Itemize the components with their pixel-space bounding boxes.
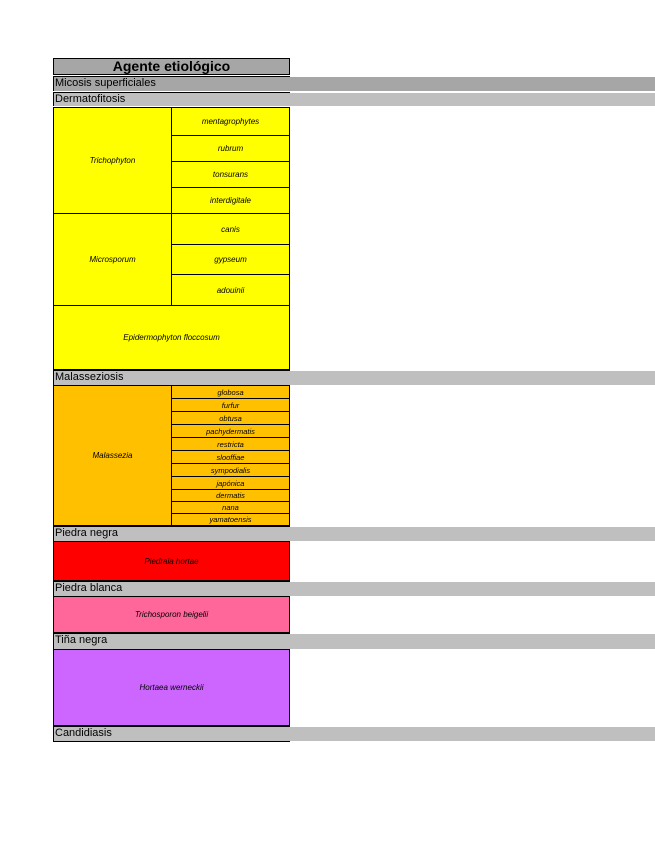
species-globosa: globosa xyxy=(171,385,290,399)
row-band-micosis xyxy=(290,77,655,91)
species-piedraia-hortae: Piedraia hortae xyxy=(53,541,290,581)
species-obtusa: obtusa xyxy=(171,411,290,425)
row-band-candidiasis xyxy=(290,727,655,741)
row-band-dermatofitosis xyxy=(290,93,655,106)
genus-malassezia: Malassezia xyxy=(53,385,172,526)
genus-trichophyton: Trichophyton xyxy=(53,107,172,214)
column-header: Agente etiológico xyxy=(53,58,290,75)
table-bottom-border xyxy=(53,741,290,742)
category-micosis-superficiales: Micosis superficiales xyxy=(53,76,290,91)
category-tina-negra: Tiña negra xyxy=(53,633,290,649)
species-trichosporon-beigelii: Trichosporon beigelii xyxy=(53,596,290,633)
category-malasseziosis: Malasseziosis xyxy=(53,370,290,385)
species-adouinii: adouinii xyxy=(171,274,290,306)
species-interdigitale: interdigitale xyxy=(171,187,290,214)
category-piedra-blanca: Piedra blanca xyxy=(53,581,290,596)
row-band-malasseziosis xyxy=(290,371,655,385)
species-slooffiae: slooffiae xyxy=(171,450,290,464)
species-dermatis: dermatis xyxy=(171,489,290,502)
row-band-piedra-blanca xyxy=(290,582,655,596)
species-epidermophyton-floccosum: Epidermophyton floccosum xyxy=(53,305,290,370)
species-rubrum: rubrum xyxy=(171,135,290,162)
category-dermatofitosis: Dermatofitosis xyxy=(53,92,290,106)
row-band-tina-negra xyxy=(290,634,655,649)
species-gypseum: gypseum xyxy=(171,244,290,275)
species-restricta: restricta xyxy=(171,437,290,451)
row-band-piedra-negra xyxy=(290,527,655,541)
species-pachydermatis: pachydermatis xyxy=(171,424,290,438)
species-japonica: japónica xyxy=(171,476,290,490)
species-hortaea-werneckii: Hortaea werneckii xyxy=(53,649,290,726)
species-mentagrophytes: mentagrophytes xyxy=(171,107,290,136)
genus-microsporum: Microsporum xyxy=(53,213,172,306)
species-tonsurans: tonsurans xyxy=(171,161,290,188)
category-candidiasis: Candidiasis xyxy=(53,726,290,741)
species-nana: nana xyxy=(171,501,290,514)
category-piedra-negra: Piedra negra xyxy=(53,526,290,541)
species-furfur: furfur xyxy=(171,398,290,412)
species-yamatoensis: yamatoensis xyxy=(171,513,290,526)
species-sympodialis: sympodialis xyxy=(171,463,290,477)
species-canis: canis xyxy=(171,213,290,245)
